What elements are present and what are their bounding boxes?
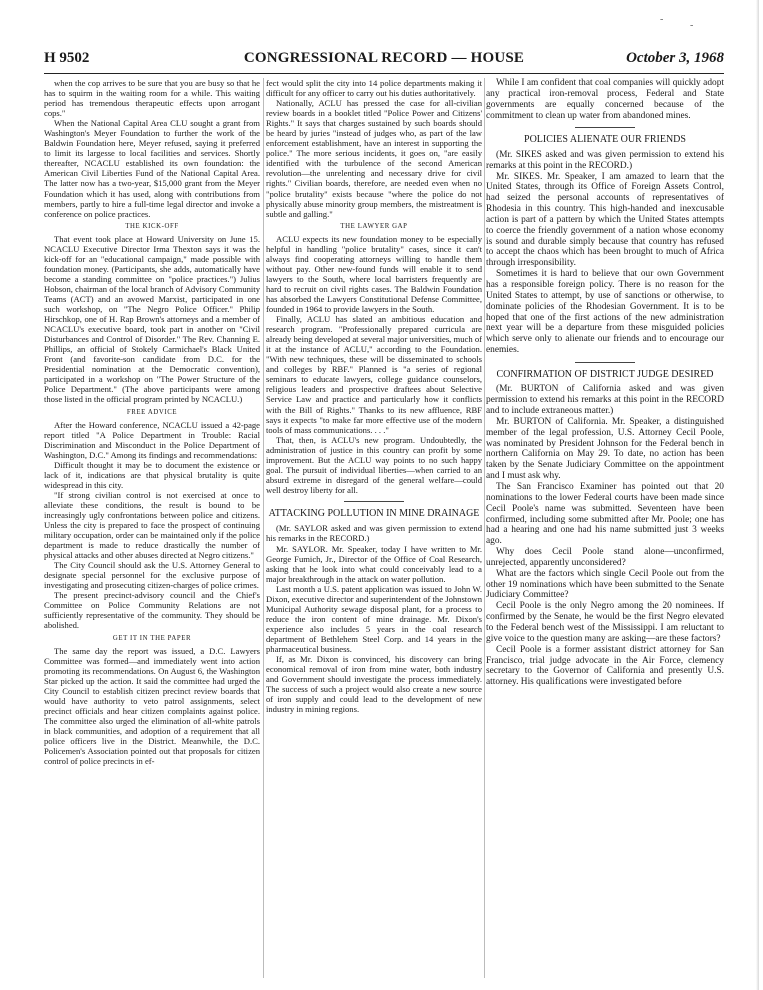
paragraph: Mr. SIKES. Mr. Speaker, I am amazed to learn that the United States, through its Office of Foreign Assets Control, had seized the personal accounts of representatives of Rhodesia in this country. This high-handed and inexcusable action is part of a pattern by which the United States attempts to coerce the friendly government of a nation whose economy is sound and durable simply because that country has refused to accept the chaos which has been brought to much of Africa through irresponsibility. (486, 171, 724, 269)
paragraph: The same day the report was issued, a D.C. Lawyers Committee was formed—and immediately went into action promoting its recommendations. On August 6, the Washington Star picked up the action. It said the committee had urged the City Council to establish citizen precinct review boards that would have authority to veto patrol assignments, select precinct officials and hear citizen complaints against police. The committee also urged the elimination of all-white patrols in black communities, and adoption of a requirement that all police officers live in the District. Meanwhile, the D.C. Policemen's Association pointed out that proposals for citizen control of police precincts in ef- (44, 645, 260, 767)
paragraph: After the Howard conference, NCACLU issued a 42-page report titled "A Police Department in Trouble: Racial Discrimination and Misconduct in the Police Department of Washington, D.C." Among its findings and recommendations: (44, 419, 260, 460)
page-number: H 9502 (44, 50, 90, 66)
paragraph: (Mr. SAYLOR asked and was given permission to extend his remarks in the RECORD.) (266, 523, 482, 544)
section-divider (344, 501, 404, 502)
section-heading: POLICIES ALIENATE OUR FRIENDS (524, 134, 686, 146)
paragraph: Nationally, ACLU has pressed the case for all-civilian review boards in a booklet titled "Police Power and Citizens' Rights." It says that charges sustained by such boards should be heard by juries "instead of judges who, as part of the law enforcement establishment, have an interest in supporting the police." The more serious incidents, it goes on, "are easily identified with the turbulence of the second American revolution—the unrelenting and necessary drive for civil rights." Civilian boards, therefore, are needed even when no "police brutality" exists because "where the police do not physically abuse minority group members, the mistreatment is subtle and galling." (266, 98, 482, 219)
paragraph: If, as Mr. Dixon is convinced, his discovery can bring economical removal of iron from mine water, both industry and Government should investigate the process immediately. The success of such a project would also create a new source of iron supply and could lead to the development of new industry in mining regions. (266, 654, 482, 715)
paragraph: fect would split the city into 14 police departments making it difficult for any officer to carry out his duties authoritatively. (266, 78, 482, 99)
paragraph: Mr. BURTON of California. Mr. Speaker, a distinguished member of the legal profession, U.S. Attorney Cecil Poole, was nominated by President Johnson for the Federal bench in northern California on May 29. To date, no action has been taken by the Senate Judiciary Committee on the appointment and I must ask why. (486, 416, 724, 482)
issue-date: October 3, 1968 (626, 50, 724, 66)
paragraph: The City Council should ask the U.S. Attorney General to designate special personnel for the exclusive purpose of investigating and prosecuting citizen-charges of police crimes. (44, 560, 260, 591)
paragraph: Why does Cecil Poole stand alone—unconfirmed, unrejected, apparently unconsidered? (486, 547, 724, 568)
paragraph: Last month a U.S. patent application was issued to John W. Dixon, executive director and superintendent of the Johnstown Municipal Authority sewage disposal plant, for a process to reduce the iron content of mine drainage. Mr. Dixon's experience also includes 5 years in the coal research department of Bethlehem Steel Corp. and 14 years in the pharmaceutical business. (266, 583, 482, 654)
paragraph: When the National Capital Area CLU sought a grant from Washington's Meyer Foundation to further the work of the Baldwin Foundation here, Meyer refused, saying it preferred to limit its largesse to local facilities and services. Shortly thereafter, NCACLU established its own foundation: the American Civil Liberties Fund of the National Capital Area. The latter now has a two-year, $15,000 grant from the Meyer Foundation which it has used, along with contributions from members, partly to hire a full-time legal director and invoke a conference on police practices. (44, 118, 260, 219)
paragraph: Cecil Poole is the only Negro among the 20 nominees. If confirmed by the Senate, he would be the first Negro elevated to the Federal bench west of the Mississippi. I am reluctant to give voice to the question many are asking—are these factors? (486, 601, 724, 644)
paragraph: That, then, is ACLU's new program. Undoubtedly, the administration of justice in this country can profit by some improvement. But the ACLU way points to no such happy goal. The pursuit of individual liberties—when carried to an absurd extreme in disregard of the general welfare—could well destroy liberty for all. (266, 434, 482, 495)
paragraph: when the cop arrives to be sure that you are busy so that he has to squirm in the waiting room for a while. This waiting period has tremendous therapeutic effects upon arrogant cops." (44, 78, 260, 119)
subheading: THE LAWYER GAP (340, 222, 408, 230)
paragraph: The present precinct-advisory council and the Chief's Committee on Police Community Relations are not sufficiently representative of the community. They should be abolished. (44, 590, 260, 631)
paragraph: "If strong civilian control is not exercised at once to alleviate these conditions, the result is bound to be increasingly ugly confrontations between police and citizens. Unless the city is prepared to face the prospect of continuing military occupation, order can be maintained only if the police department is made to reduce drastically the number of physical attacks and other abuses directed at Negro citizens." (44, 489, 260, 561)
paragraph: The San Francisco Examiner has pointed out that 20 nominations to the lower Federal courts have been made since Cecil Poole's name was submitted. Seventeen have been confirmed, including some submitted after Mr. Poole; one has had a hearing and one had his name submitted just 3 weeks ago. (486, 482, 724, 547)
paragraph: Cecil Poole is a former assistant district attorney for San Francisco, trial judge advocate in the Air Force, clemency secretary to the Governor of California and presently U.S. attorney. His qualifications were investigated before (486, 644, 724, 688)
section-divider (575, 362, 635, 363)
scan-edge (756, 0, 759, 990)
paragraph: Mr. SAYLOR. Mr. Speaker, today I have written to Mr. George Fumich, Jr., Director of the Office of Coal Research, asking that he look into what could conceivably lead to a major breakthrough in the attack on water pollution. (266, 543, 482, 584)
paragraph: Sometimes it is hard to believe that our own Government has a responsible foreign policy. There is no reason for the United States to attempt, by use of sanctions or otherwise, to dominate policies of the Rhodesian Government. It is to be hoped that one of the first actions of the new administration next year will be a departure from these misguided policies which serve only to alienate our friends and to encourage our enemies. (486, 269, 724, 356)
paragraph: That event took place at Howard University on June 15. NCACLU Executive Director Irma Thexton says it was the kick-off for an "educational campaign," made possible with foundation money. (Participants, she adds, automatically have become a standing committee on "police practices.") Julius Hobson, chairman of the local branch of Advisory Community Teams (ACT) and an avowed Marxist, participated in one such workshop, on "The Negro Police Officer." Philip Hirschkop, one of H. Rap Brown's attorneys and a member of NCACLU's executive board, took part in another on "Civil Disturbances and Control of Disorder." The Rev. Channing E. Phillips, an official of Stokely Carmichael's Black United Front (and favorite-son candidate from D.C. for the Presidential nomination at the Democratic convention), participated in a workshop on "The Power Structure of the Police Department." (The above participants were among those listed in the official program printed by NCACLU.) (44, 233, 260, 405)
subheading: THE KICK-OFF (125, 222, 179, 230)
column-separator (484, 78, 485, 978)
margin-mark: - (690, 20, 694, 31)
publication-title: CONGRESSIONAL RECORD — HOUSE (243, 50, 525, 66)
paragraph: Difficult thought it may be to document the existence or lack of it, indications are that physical brutality is quite widespread in this city. (44, 459, 260, 490)
paragraph: ACLU expects its new foundation money to be especially helpful in handling "police brutality" cases, since it can't always find cooperating attorneys willing to handle them without pay. Other new-found funds will enable it to send lawyers to the South, where local barristers frequently are hard to recruit on civil rights cases. The Baldwin Foundation has absorbed the Lawyers Constitutional Defense Committee, founded in 1964 to provide lawyers in the South. (266, 233, 482, 315)
section-heading: CONFIRMATION OF DISTRICT JUDGE DESIRED (496, 368, 714, 380)
header-rule (44, 73, 724, 74)
margin-mark: - (660, 14, 664, 25)
section-divider (575, 127, 635, 128)
column-middle (266, 78, 482, 714)
paragraph: Finally, ACLU has slated an ambitious education and research program. "Professionally prepared curricula are already being developed at several major universities, much of it at the instance of ACLU," according to the Foundation. "With new techniques, these will be disseminated to schools and colleges by RBF." Planned is "a series of regional seminars to educate lawyers, college guidance counselors, religious leaders and prospective draftees about Selective Service Law and practice and particularly how it conflicts with the Bill of Rights." Thanks to its new affluence, RBF says it expects "to make far more effective use of the modern tools of mass communications. . . ." (266, 314, 482, 435)
column-left (44, 78, 260, 766)
column-right (486, 78, 724, 688)
subheading: GET IT IN THE PAPER (112, 634, 192, 642)
paragraph: What are the factors which single Cecil Poole out from the other 19 nominations which have been submitted to the Senate Judiciary Committee? (486, 568, 724, 601)
column-separator (263, 78, 264, 978)
paragraph: While I am confident that coal companies will quickly adopt any practical iron-removal process, Federal and State governments are equally concerned because of the commitment to clean up water from abandoned mines. (486, 78, 724, 121)
subheading: FREE ADVICE (126, 408, 178, 416)
paragraph: (Mr. BURTON of California asked and was given permission to extend his remarks at this point in the RECORD and to include extraneous matter.) (486, 384, 724, 417)
section-heading: ATTACKING POLLUTION IN MINE DRAINAGE (268, 507, 480, 519)
page-header (44, 50, 724, 72)
paragraph: (Mr. SIKES asked and was given permission to extend his remarks at this point in the RECORD.) (486, 149, 724, 171)
